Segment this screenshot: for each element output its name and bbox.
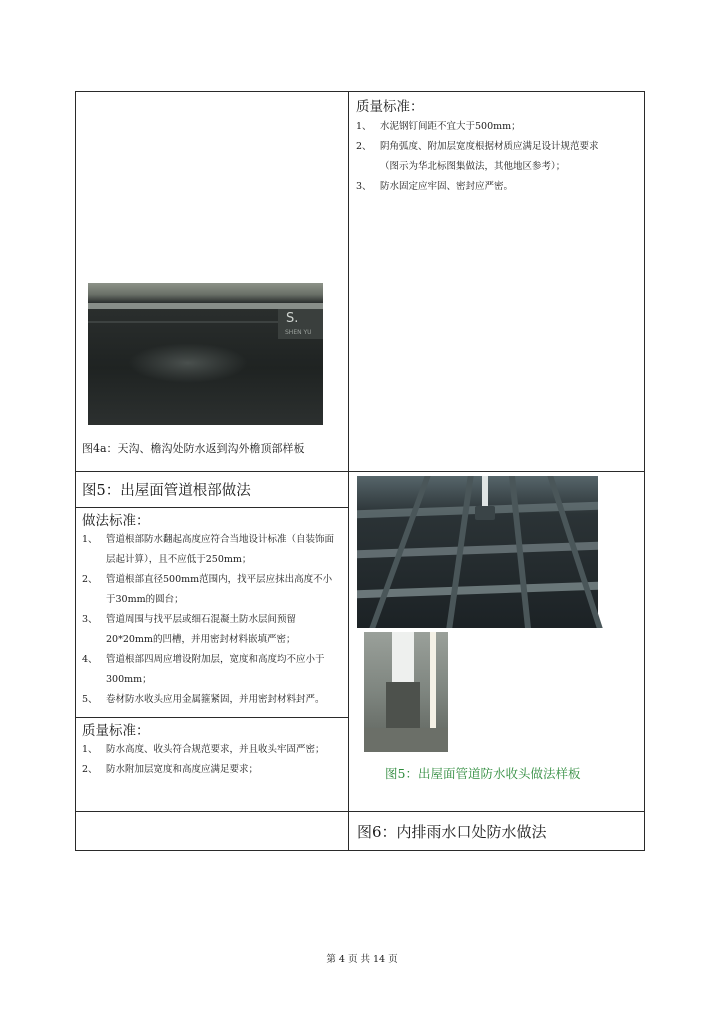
gutter-photo-caption: 图4a：天沟、檐沟处防水返到沟外檐顶部样板: [82, 442, 305, 455]
method-cell: [76, 508, 348, 717]
method-list: [82, 530, 340, 710]
row2-right-cell: [349, 472, 644, 811]
list-item: 3、 管道周围与找平层或细石混凝土防水层间预留20*20mm的凹槽，并用密封材料嵌填严密；: [82, 614, 297, 645]
list-item: 4、 管道根部四周应增设附加层，宽度和高度均不应小于300mm；: [82, 654, 325, 685]
list-item: 2、 管道根部直径500mm范围内，找平层应抹出高度不小于30mm的圆台；: [82, 574, 333, 605]
page-number: 第 4 页 共 14 页: [326, 954, 398, 965]
quality-heading: 质量标准：: [356, 99, 424, 115]
list-item: 1、 防水高度、收头符合规范要求，并且收头牢固严密；: [82, 744, 325, 755]
list-item: 2、 阴角弧度、附加层宽度根据材质应满足设计规范要求: [356, 141, 599, 152]
photo-brand-sublabel: SHEN YU: [285, 329, 312, 336]
fig6-title-cell: [349, 812, 644, 850]
list-item: 3、 防水固定应牢固、密封应严密。: [356, 181, 514, 192]
list-item: 2、 防水附加层宽度和高度应满足要求；: [82, 764, 259, 775]
row1-right-cell: [349, 92, 644, 471]
list-item: 1、 水泥钢钉间距不宜大于500mm；: [356, 121, 521, 132]
roof-pipe-photo: [357, 476, 598, 628]
pipe-quality-heading: 质量标准：: [82, 723, 150, 739]
row1-left-cell: [76, 92, 348, 471]
pipe-quality-list: [82, 740, 340, 780]
fig5-photo-caption: 图5：出屋面管道防水收头做法样板: [385, 766, 581, 781]
content-table: [75, 91, 645, 851]
list-item: 5、 卷材防水收头应用金属箍紧固，并用密封材料封严。: [82, 694, 325, 705]
photo-brand-label: S.: [286, 311, 299, 326]
method-heading: 做法标准：: [82, 513, 150, 529]
fig5-title-cell: [76, 472, 348, 507]
table-border-right: [644, 91, 645, 851]
quality-list: [356, 117, 636, 197]
table-border-bottom: [75, 850, 645, 851]
gutter-waterproof-photo: [88, 283, 323, 425]
fig6-title: 图6：内排雨水口处防水做法: [357, 823, 547, 841]
pipe-closeup-photo: [364, 632, 448, 752]
pipe-quality-cell: [76, 718, 348, 811]
list-item: （图示为华北标图集做法，其他地区参考）；: [380, 161, 566, 172]
fig5-title: 图5：出屋面管道根部做法: [82, 483, 251, 499]
list-item: 1、 管道根部防水翻起高度应符合当地设计标准（自装饰面层起计算），且不应低于250mm；: [82, 534, 335, 565]
